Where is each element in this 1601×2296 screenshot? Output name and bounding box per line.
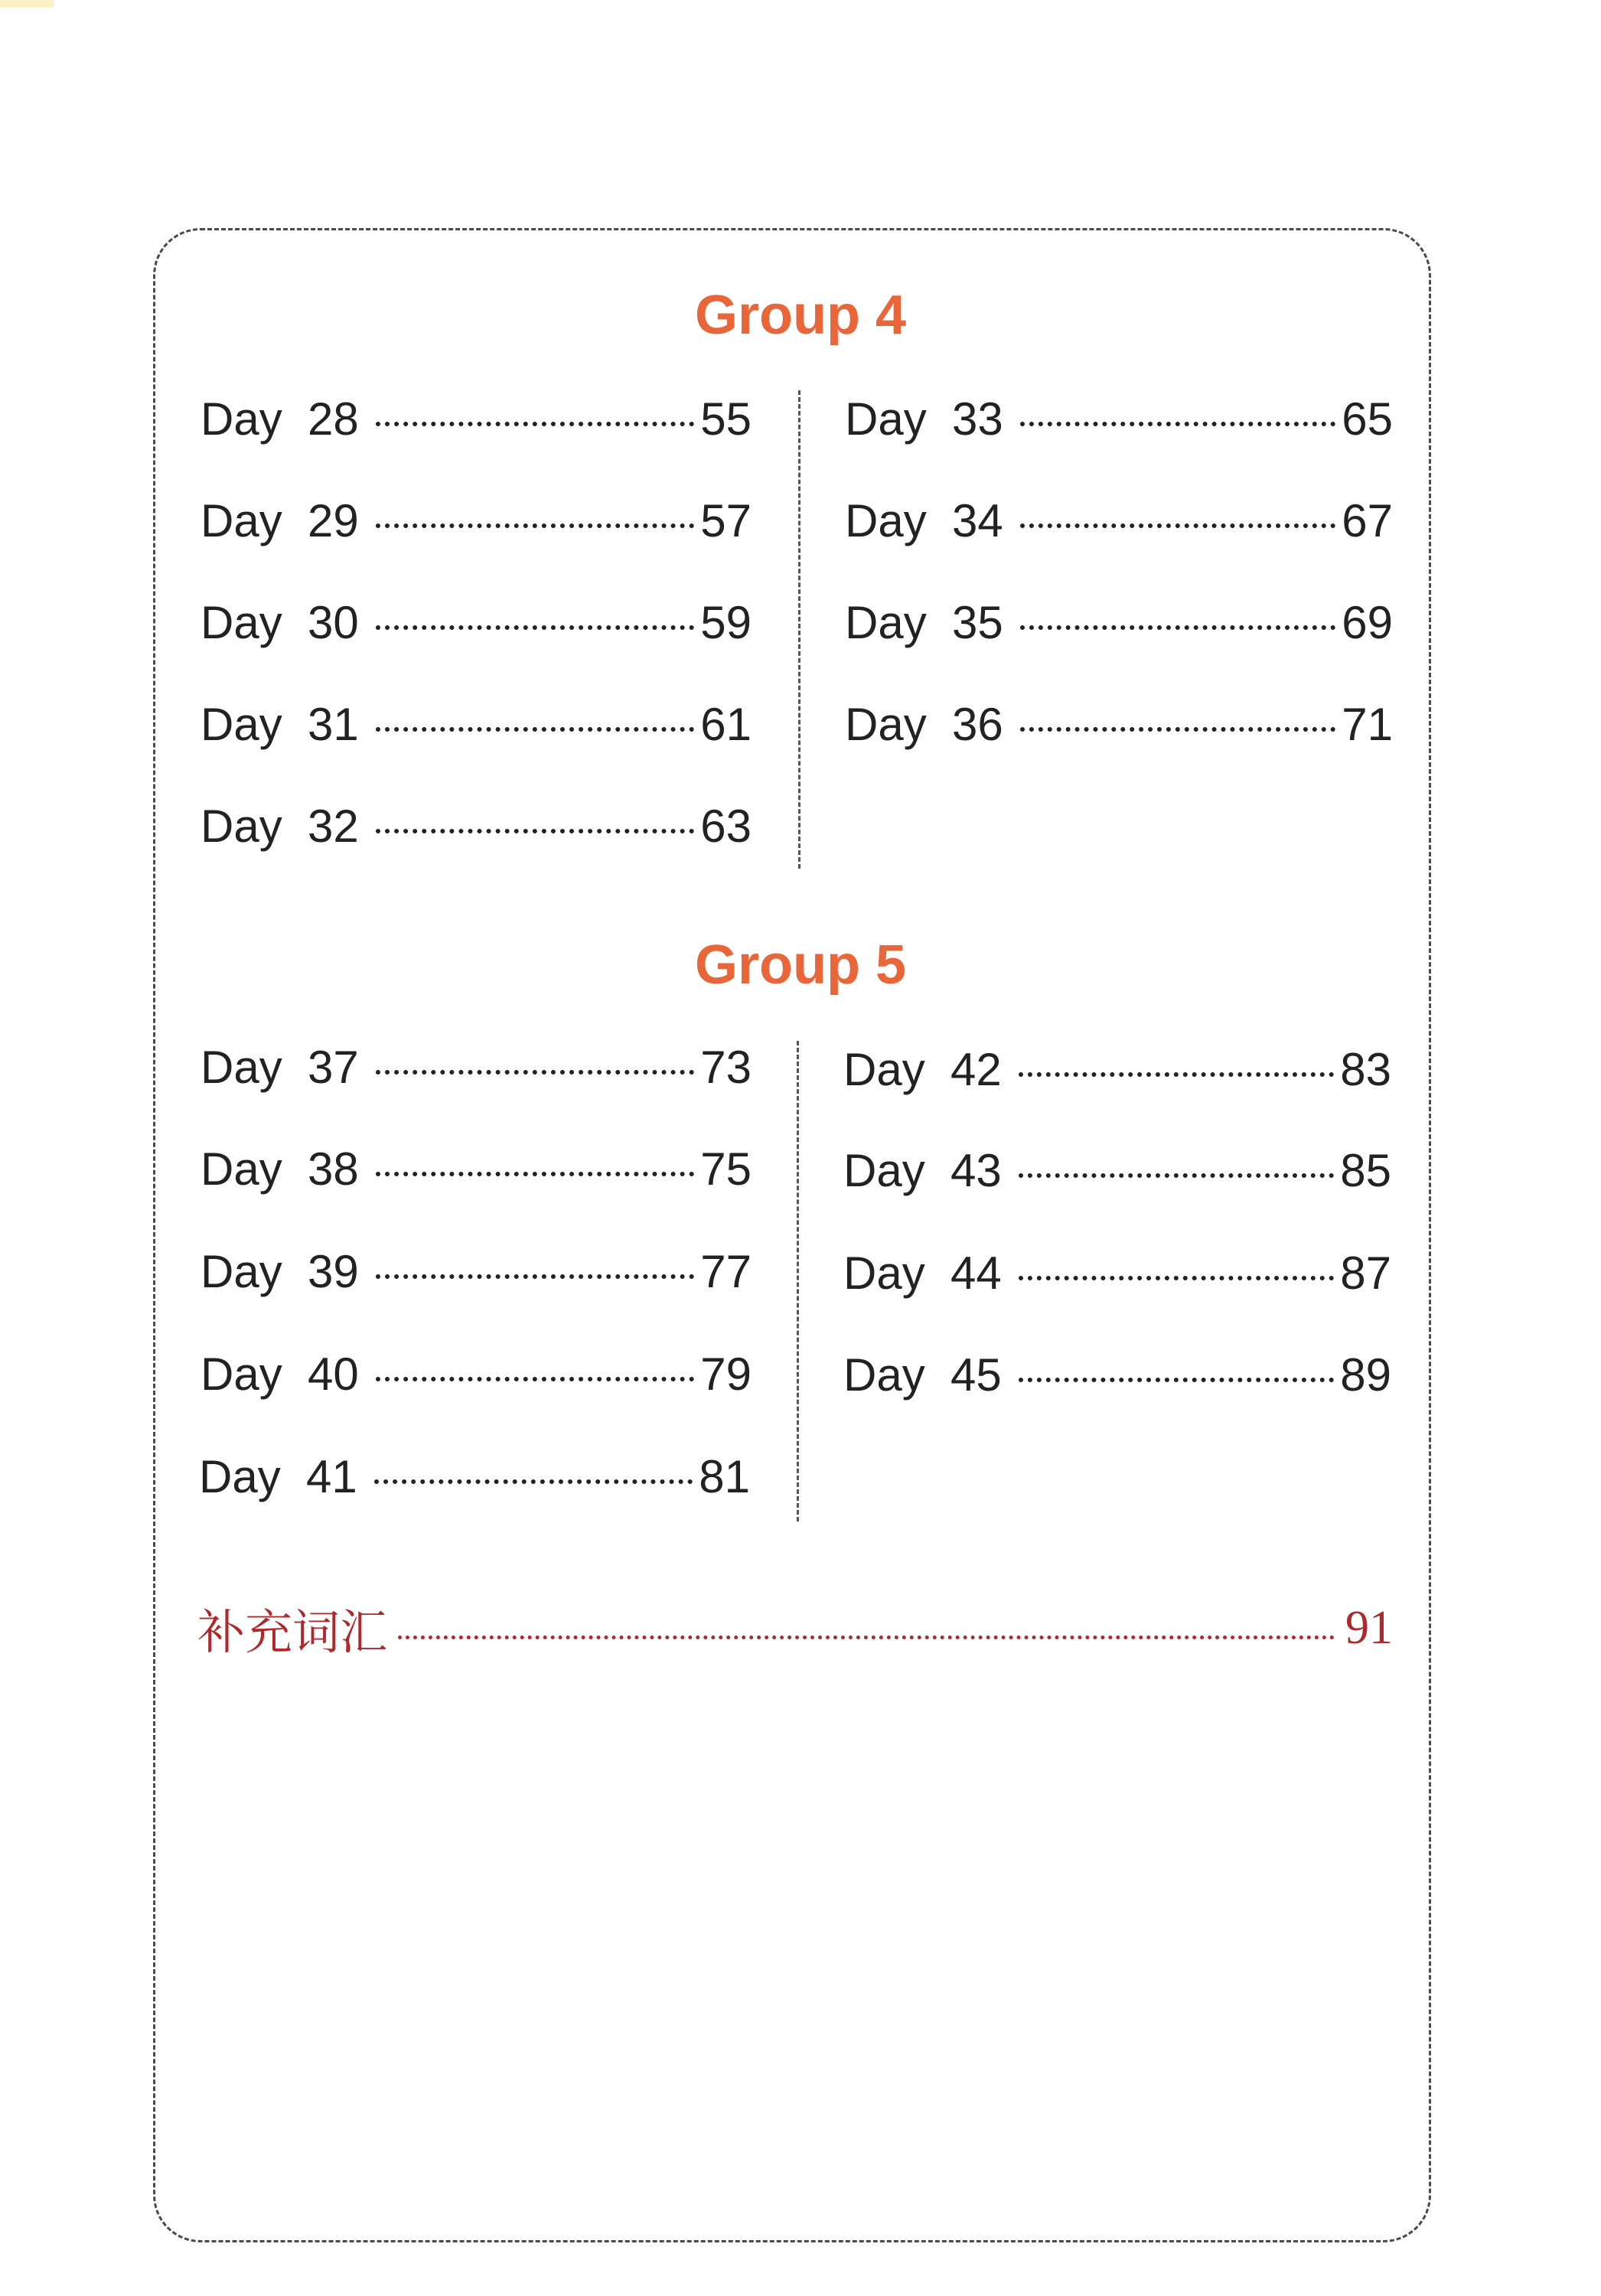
dot-leader	[376, 1377, 694, 1381]
toc-entry[interactable]	[845, 389, 1393, 450]
toc-entry[interactable]	[845, 491, 1393, 552]
toc-entry-page: 71	[1342, 699, 1393, 750]
toc-entry-page: 65	[1342, 393, 1393, 445]
toc-entry-label: Day 35	[845, 597, 1003, 648]
toc-entry-page: 57	[700, 495, 752, 546]
toc-entry-label: Day 44	[843, 1247, 1002, 1299]
dot-leader	[376, 523, 694, 528]
toc-entry-label: Day 45	[843, 1349, 1002, 1401]
toc-entry-page: 81	[699, 1451, 750, 1502]
dot-leader	[1020, 422, 1335, 426]
dot-leader	[1020, 727, 1335, 732]
toc-entry[interactable]	[201, 694, 752, 755]
dot-leader	[1019, 1276, 1334, 1280]
dot-leader	[374, 1479, 693, 1484]
toc-entry[interactable]	[201, 389, 752, 450]
toc-entry-page: 75	[700, 1143, 752, 1195]
toc-entry[interactable]	[843, 1243, 1391, 1304]
toc-entry-page: 59	[700, 597, 752, 648]
toc-entry-label: Day 39	[201, 1246, 359, 1297]
toc-entry-label: Day 33	[845, 393, 1003, 445]
toc-entry[interactable]	[201, 1037, 752, 1098]
dot-leader	[376, 625, 694, 630]
toc-entry-page: 69	[1342, 597, 1393, 648]
toc-entry[interactable]	[843, 1345, 1391, 1406]
toc-entry-label: Day 32	[201, 801, 359, 852]
toc-entry-label: Day 34	[845, 495, 1003, 546]
dot-leader	[1020, 523, 1335, 528]
toc-entry-page: 85	[1340, 1145, 1391, 1196]
group-4-column-divider	[798, 390, 800, 869]
supplementary-vocabulary-page: 91	[1345, 1601, 1393, 1654]
group-5-title: Group 5	[694, 934, 906, 996]
toc-entry-label: Day 36	[845, 699, 1003, 750]
toc-entry-label: Day 43	[843, 1145, 1002, 1196]
toc-entry-page: 79	[700, 1349, 752, 1400]
dot-leader	[376, 727, 694, 732]
toc-entry[interactable]	[199, 1446, 750, 1508]
dot-leader	[1019, 1173, 1334, 1178]
toc-entry-page: 89	[1340, 1349, 1391, 1401]
toc-entry-page: 77	[700, 1246, 752, 1297]
toc-entry-page: 87	[1340, 1247, 1391, 1299]
toc-entry-page: 73	[700, 1042, 752, 1093]
toc-entry[interactable]	[845, 694, 1393, 755]
group-4-title: Group 4	[694, 285, 906, 346]
group-5-column-divider	[797, 1041, 799, 1521]
toc-entry[interactable]	[201, 1241, 752, 1303]
dot-leader	[376, 829, 694, 833]
toc-entry-label: Day 28	[201, 393, 359, 445]
toc-entry-page: 55	[700, 393, 752, 445]
toc-entry-label: Day 42	[843, 1044, 1002, 1095]
toc-entry[interactable]	[201, 796, 752, 857]
dot-leader	[376, 1274, 694, 1279]
toc-entry[interactable]	[201, 1344, 752, 1405]
corner-highlight-mark	[0, 0, 54, 8]
toc-entry-page: 61	[700, 699, 752, 750]
toc-entry-label: Day 41	[199, 1451, 357, 1502]
toc-entry-label: Day 40	[201, 1349, 359, 1400]
toc-entry[interactable]	[201, 491, 752, 552]
dot-leader	[376, 422, 694, 426]
toc-entry-label: Day 37	[201, 1042, 359, 1093]
dot-leader	[376, 1070, 694, 1075]
dot-leader	[398, 1636, 1335, 1639]
dot-leader	[1020, 625, 1335, 630]
toc-entry[interactable]	[843, 1039, 1391, 1101]
toc-entry[interactable]	[843, 1140, 1391, 1202]
toc-entry[interactable]	[845, 592, 1393, 654]
toc-entry-page: 63	[700, 801, 752, 852]
toc-entry[interactable]	[201, 1139, 752, 1200]
toc-entry-label: Day 38	[201, 1143, 359, 1195]
supplementary-vocabulary-label: 补充词汇	[197, 1603, 388, 1660]
dot-leader	[376, 1172, 694, 1176]
dot-leader	[1019, 1072, 1334, 1077]
toc-entry-label: Day 31	[201, 699, 359, 750]
toc-entry-label: Day 30	[201, 597, 359, 648]
toc-entry[interactable]	[201, 592, 752, 654]
toc-entry-label: Day 29	[201, 495, 359, 546]
dot-leader	[1019, 1378, 1334, 1382]
supplementary-vocabulary-entry[interactable]	[197, 1593, 1393, 1662]
toc-entry-page: 83	[1340, 1044, 1391, 1095]
toc-entry-page: 67	[1342, 495, 1393, 546]
